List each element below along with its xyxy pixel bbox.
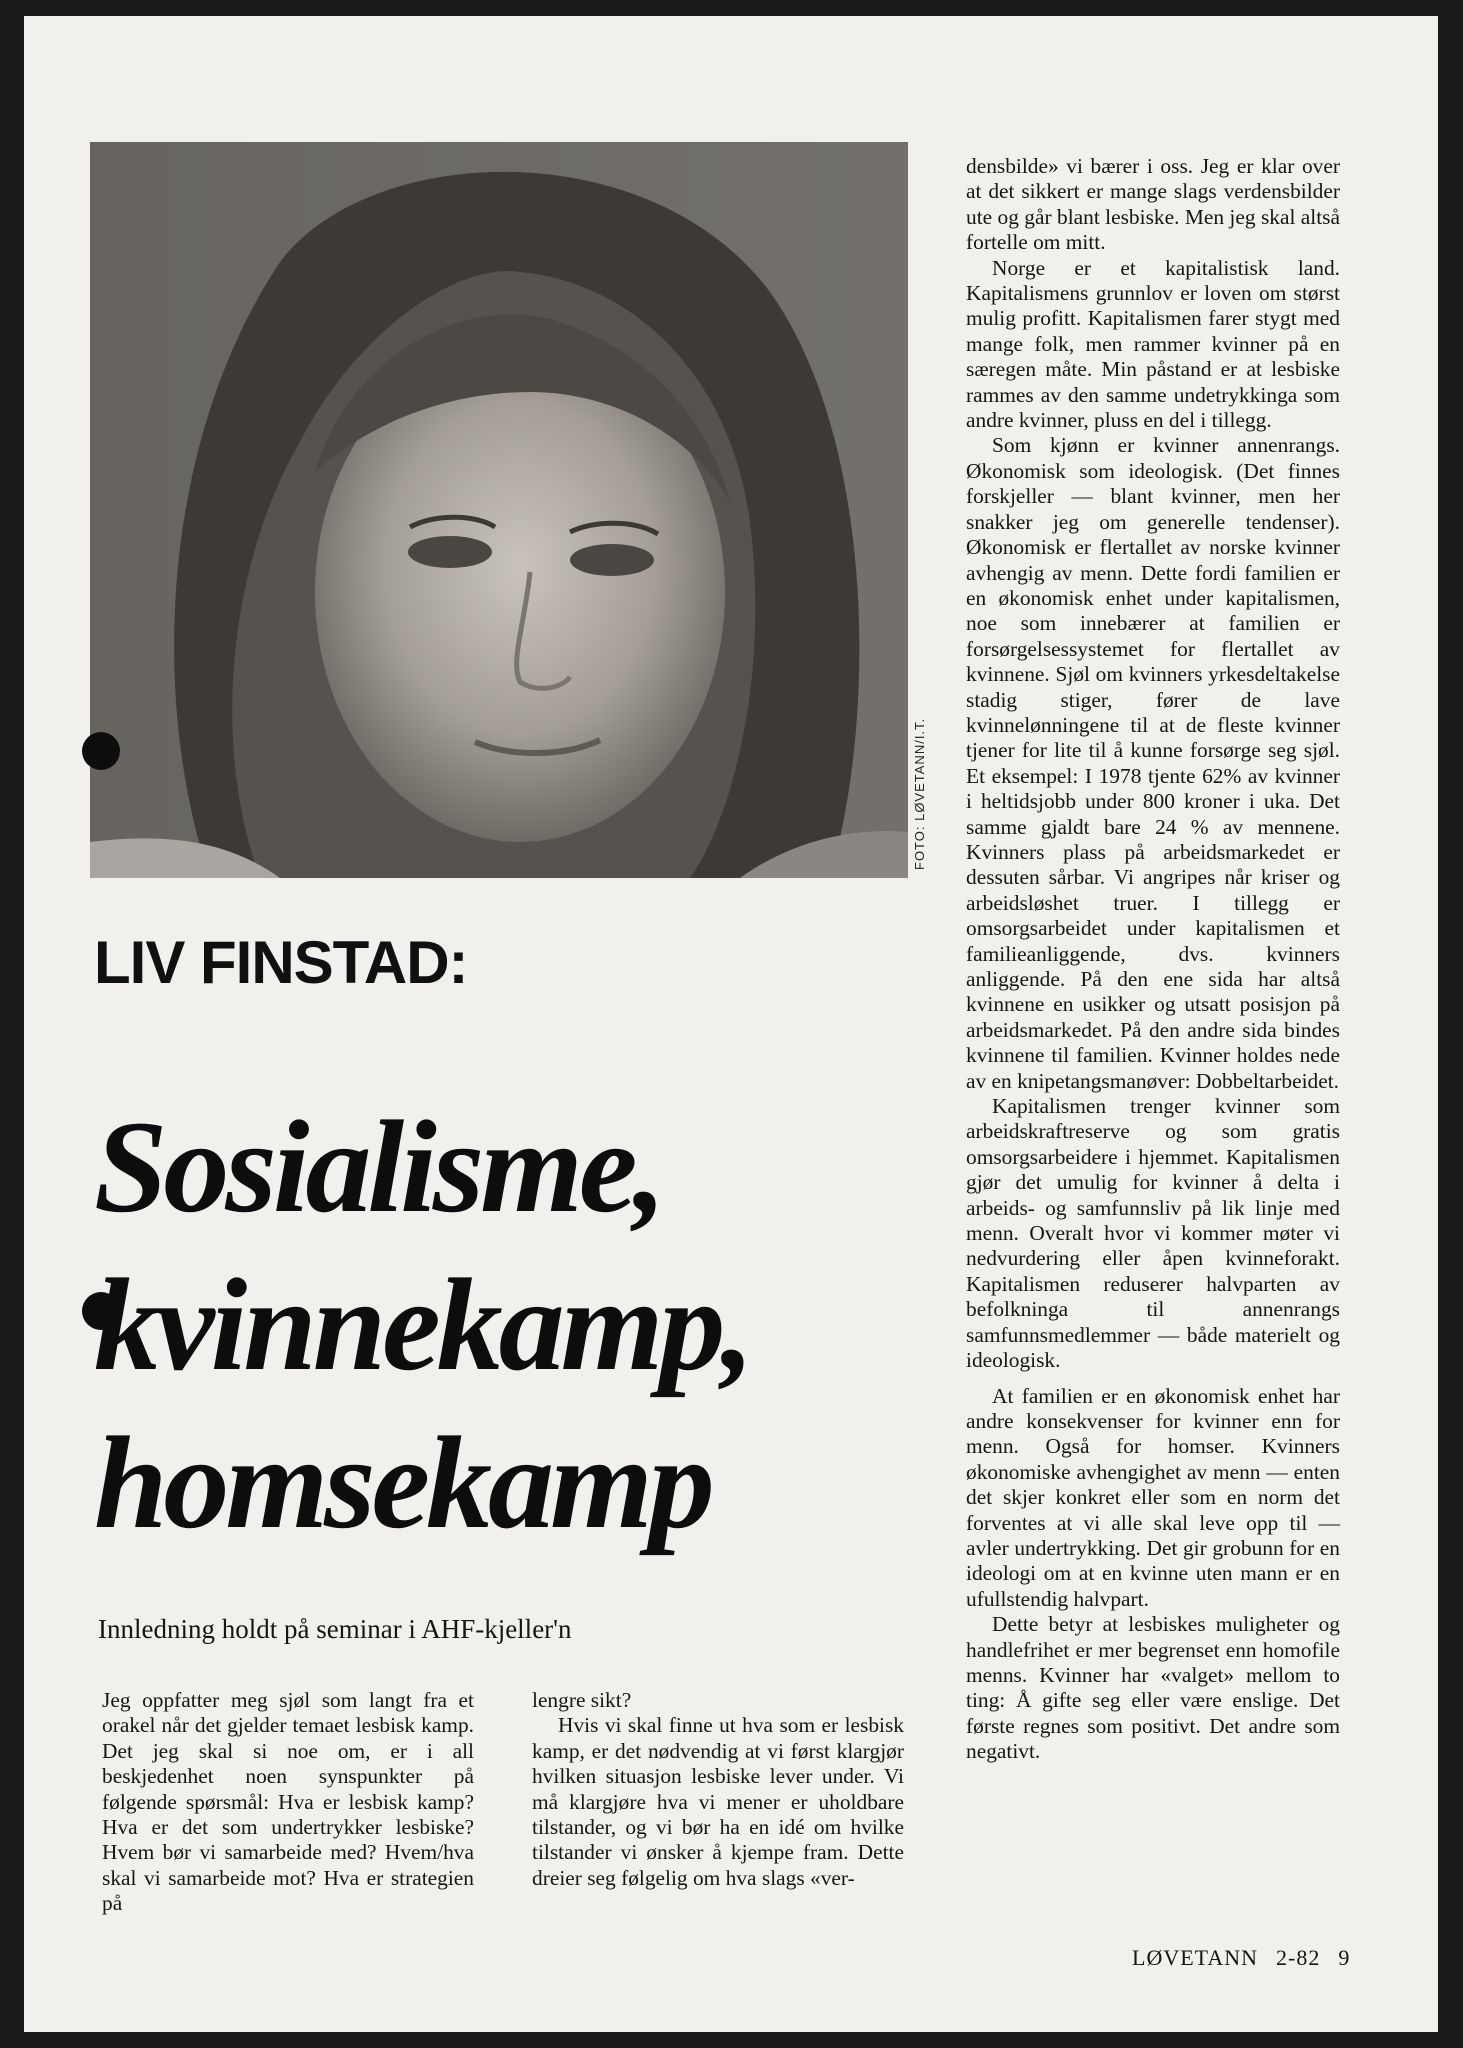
paragraph: Hvis vi skal finne ut hva som er lesbisk kamp, er det nødvendig at vi først klargjør hvilken situasjon lesbiske lever under. Vi må klargjøre hva vi mener er uholdbare tilstander, og vi bør ha en idé om hvilke tilstander vi ønsker å kjempe fram. Dette dreier seg følgelig om hva slags «ver- (532, 1713, 904, 1890)
headline (94, 1088, 954, 1562)
text-column-3 (966, 154, 1340, 1765)
subtitle: Innledning holdt på seminar i AHF-kjeller'n (98, 1614, 572, 1644)
author-kicker: LIV FINSTAD: (94, 929, 468, 996)
paragraph: Kapitalismen trenger kvinner som arbeidskraftreserve og som gratis omsorgsarbeidere i hjemmet. Kapitalismen gjør det umulig for kvinner å delta i arbeids- og samfunnsliv på lik linje med menn. Overalt hvor vi kommer møter vi nedvurdering eller åpen kvinneforakt. Kapitalismen reduserer halvparten av befolkninga til annenrangs samfunnsmedlemmer — både materielt og ideologisk. (966, 1094, 1340, 1373)
text-column-2 (532, 1688, 904, 1891)
paragraph: Jeg oppfatter meg sjøl som langt fra et orakel når det gjelder temaet lesbisk kamp. Det jeg skal si noe om, er i all beskjedenhet noen synspunkter på følgende spørsmål: Hva er lesbisk kamp? Hva er det som undertrykker lesbiske? Hvem bør vi samarbeide med? Hvem/hva skal vi samarbeide mot? Hva er strategien på (102, 1688, 474, 1916)
photo-credit: FOTO: LØVETANN/I.T. (912, 717, 927, 870)
headline-line-2: kvinnekamp, (94, 1251, 751, 1398)
issue-number: 2-82 (1276, 1945, 1321, 1970)
portrait-illustration (90, 142, 908, 878)
paragraph: At familien er en økonomisk enhet har andre konsekvenser for kvinner enn for menn. Også for homser. Kvinners økonomiske avhengighet av menn — enten det skjer konkret eller som en norm det forventes at vi alle skal leve opp til — avler undertrykking. Det gir grobunn for en ideologi om at en kvinne uten mann er en ufullstendig halvpart. (966, 1383, 1340, 1611)
magazine-name: LØVETANN (1132, 1945, 1258, 1970)
page-folio (1132, 1945, 1350, 1971)
paragraph: lengre sikt? (532, 1688, 632, 1712)
punch-hole-top (82, 732, 120, 770)
paragraph: Dette betyr at lesbiskes muligheter og handlefrihet er mer begrenset enn homofile menns. Kvinner har «valget» mellom to ting: Å gifte seg eller være enslige. Det første regnes som positivt. Det andre som negativt. (966, 1612, 1340, 1764)
magazine-page (24, 16, 1438, 2032)
paragraph: Norge er et kapitalistisk land. Kapitalismens grunnlov er loven om størst mulig profitt. Kapitalismen farer stygt med mange folk, men rammer kvinner på en særegen måte. Min påstand er at lesbiske rammes av den samme undetrykkinga som andre kvinner, pluss en del i tillegg. (966, 255, 1340, 433)
paragraph: densbilde» vi bærer i oss. Jeg er klar over at det sikkert er mange slags verdensbilder ute og går blant lesbiske. Men jeg skal altså fortelle om mitt. (966, 154, 1340, 255)
portrait-photo (90, 142, 908, 878)
text-column-1 (102, 1688, 474, 1917)
headline-line-1: Sosialisme, (94, 1093, 663, 1240)
paragraph: Som kjønn er kvinner annenrangs. Økonomisk som ideologisk. (Det finnes forskjeller — blant kvinner, men her snakker jeg om generelle tendenser). Økonomisk er flertallet av norske kvinner avhengig av menn. Dette fordi familien er en økonomisk enhet under kapitalismen, noe som innebærer at familien er forsørgelsessystemet for flertallet av kvinnene. Sjøl om kvinners yrkesdeltakelse stadig stiger, fører de lave kvinnelønningene til at de fleste kvinner tjener for lite til å kunne forsørge seg sjøl. Et eksempel: I 1978 tjente 62% av kvinner i heltidsjobb under 800 kroner i uka. Det samme gjaldt bare 24 % av mennene. Kvinners plass på arbeidsmarkedet er dessuten sårbar. Vi angripes når kriser og arbeidsløshet truer. I tillegg er omsorgsarbeidet under kapitalismen et familieanliggende, dvs. kvinners anliggende. På den ene sida har altså kvinnene en usikker og utsatt posisjon på arbeidsmarkedet. På den andre sida bindes kvinnene til familien. Kvinner holdes nede av en knipetangsmanøver: Dobbeltarbeidet. (966, 433, 1340, 1093)
headline-line-3: homsekamp (94, 1409, 711, 1556)
page-number: 9 (1338, 1945, 1351, 1970)
